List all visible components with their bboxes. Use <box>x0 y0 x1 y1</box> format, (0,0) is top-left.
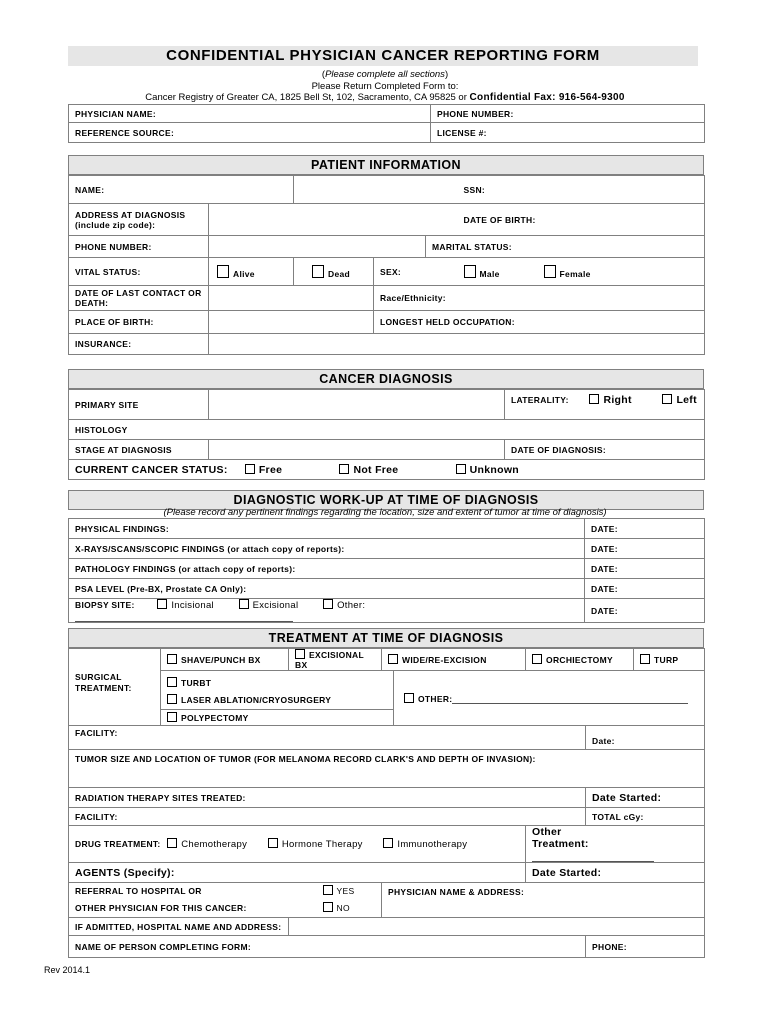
biopsy-other-option[interactable]: Other: <box>75 600 365 622</box>
surgery-other-option[interactable]: OTHER: <box>394 671 705 726</box>
license-field[interactable]: LICENSE #: <box>431 123 705 143</box>
total-cgy-field[interactable]: TOTAL cGy: <box>586 808 705 826</box>
wide-excision-option[interactable]: WIDE/RE-EXCISION <box>382 649 526 671</box>
patient-info-heading: PATIENT INFORMATION <box>68 155 704 175</box>
person-completing-field[interactable]: NAME OF PERSON COMPLETING FORM: <box>69 936 586 958</box>
chemotherapy-checkbox[interactable] <box>167 838 177 848</box>
date-field[interactable]: DATE: <box>585 539 705 559</box>
surgery-facility-field[interactable]: FACILITY: <box>69 726 586 750</box>
surgery-other-blank[interactable] <box>452 703 688 704</box>
treatment-table <box>68 648 705 958</box>
hormone-therapy-option[interactable]: Hormone Therapy <box>268 839 363 850</box>
vital-status-label: VITAL STATUS: <box>69 258 209 286</box>
dead-option[interactable]: Dead <box>294 258 374 286</box>
other-checkbox[interactable] <box>323 599 333 609</box>
laterality-field: LATERALITY: Right Left <box>505 390 705 420</box>
date-field[interactable]: DATE: <box>585 579 705 599</box>
surgery-options-group <box>161 671 394 710</box>
female-option[interactable]: Female <box>538 258 705 286</box>
physician-phone-field[interactable]: PHONE NUMBER: <box>431 105 705 123</box>
excisional-option[interactable]: Excisional <box>239 600 299 611</box>
workup-note: (Please record any pertinent findings regarding the location, size and extent of tumor at time of diagnosis) <box>163 507 607 518</box>
date-field[interactable]: DATE: <box>585 519 705 539</box>
chemotherapy-option[interactable]: Chemotherapy <box>167 839 247 850</box>
yes-checkbox[interactable] <box>323 885 333 895</box>
radiation-date-started-field[interactable]: Date Started: <box>586 788 705 808</box>
cancer-status-row: CURRENT CANCER STATUS: Free Not Free Unknown <box>69 460 705 480</box>
male-checkbox[interactable] <box>464 265 476 278</box>
referral-yes-no <box>289 883 382 918</box>
status-free-option[interactable]: Free <box>245 464 282 476</box>
female-checkbox[interactable] <box>544 265 556 278</box>
right-checkbox[interactable] <box>589 394 599 404</box>
excisional-bx-option[interactable]: EXCISIONAL BX <box>289 649 382 671</box>
referral-no-option[interactable]: NO <box>323 903 350 913</box>
immunotherapy-option[interactable]: Immunotherapy <box>383 839 467 850</box>
last-contact-field[interactable]: DATE OF LAST CONTACT OR DEATH: <box>69 286 209 311</box>
dead-checkbox[interactable] <box>312 265 324 278</box>
biopsy-site-row: BIOPSY SITE: Incisional Excisional Other: <box>69 599 585 623</box>
completer-phone-field[interactable]: PHONE: <box>586 936 705 958</box>
shave-checkbox[interactable] <box>167 654 177 664</box>
marital-status-field[interactable]: MARITAL STATUS: <box>426 236 705 258</box>
date-field[interactable]: DATE: <box>585 599 705 623</box>
male-option[interactable]: Male <box>458 258 538 286</box>
laser-checkbox[interactable] <box>167 694 177 704</box>
stage-field[interactable]: STAGE AT DIAGNOSIS <box>69 440 209 460</box>
occupation-field[interactable]: LONGEST HELD OCCUPATION: <box>374 311 705 334</box>
date-field[interactable]: DATE: <box>585 559 705 579</box>
alive-option[interactable]: Alive <box>209 258 294 286</box>
orchiectomy-option[interactable]: ORCHIECTOMY <box>526 649 634 671</box>
excisional-checkbox[interactable] <box>239 599 249 609</box>
excisional-bx-checkbox[interactable] <box>295 649 305 659</box>
physician-name-address-field[interactable]: PHYSICIAN NAME & ADDRESS: <box>382 883 705 918</box>
patient-name-field[interactable]: NAME: <box>69 176 294 204</box>
incisional-checkbox[interactable] <box>157 599 167 609</box>
turbt-option[interactable]: TURBT <box>167 678 211 688</box>
unknown-checkbox[interactable] <box>456 464 466 474</box>
other-blank[interactable] <box>75 621 293 622</box>
race-field[interactable]: Race/Ethnicity: <box>374 286 705 311</box>
orchiectomy-checkbox[interactable] <box>532 654 542 664</box>
cancer-diagnosis-heading: CANCER DIAGNOSIS <box>68 369 704 389</box>
surgery-date-field[interactable]: Date: <box>586 726 705 750</box>
pathology-findings-field[interactable]: PATHOLOGY FINDINGS (or attach copy of reports): <box>69 559 585 579</box>
psa-level-field[interactable]: PSA LEVEL (Pre-BX, Prostate CA Only): <box>69 579 585 599</box>
hormone-checkbox[interactable] <box>268 838 278 848</box>
primary-site-field[interactable]: PRIMARY SITE <box>69 390 209 420</box>
status-unknown-option[interactable]: Unknown <box>456 464 519 476</box>
physician-name-field[interactable]: PHYSICIAN NAME: <box>69 105 431 123</box>
reference-source-field[interactable]: REFERENCE SOURCE: <box>69 123 431 143</box>
drug-date-started-field[interactable]: Date Started: <box>526 863 705 883</box>
other-treatment-field[interactable]: Other Treatment: <box>526 826 705 863</box>
agents-field[interactable]: AGENTS (Specify): <box>69 863 526 883</box>
tumor-size-field[interactable]: TUMOR SIZE AND LOCATION OF TUMOR (FOR MELANOMA RECORD CLARK'S AND DEPTH OF INVASION): <box>69 750 705 788</box>
incisional-option[interactable]: Incisional <box>157 600 214 611</box>
left-checkbox[interactable] <box>662 394 672 404</box>
cancer-table <box>68 389 705 480</box>
date-of-diagnosis-field[interactable]: DATE OF DIAGNOSIS: <box>505 440 705 460</box>
turbt-checkbox[interactable] <box>167 677 177 687</box>
right-option[interactable]: Right <box>589 394 631 406</box>
free-checkbox[interactable] <box>245 464 255 474</box>
fax-number: Confidential Fax: 916-564-9300 <box>469 92 625 103</box>
drug-treatment-row: DRUG TREATMENT: Chemotherapy Hormone Therapy Immunotherapy <box>69 826 526 863</box>
polypectomy-option[interactable]: POLYPECTOMY <box>161 710 394 726</box>
ssn-field[interactable]: SSN: <box>458 176 705 204</box>
immunotherapy-checkbox[interactable] <box>383 838 393 848</box>
workup-heading: DIAGNOSTIC WORK-UP AT TIME OF DIAGNOSIS <box>68 490 704 510</box>
patient-table <box>68 175 705 355</box>
address-field[interactable]: ADDRESS AT DIAGNOSIS (include zip code): <box>69 204 209 236</box>
radiation-sites-field[interactable]: RADIATION THERAPY SITES TREATED: <box>69 788 586 808</box>
alive-checkbox[interactable] <box>217 265 229 278</box>
shave-punch-option[interactable]: SHAVE/PUNCH BX <box>161 649 289 671</box>
physical-findings-field[interactable]: PHYSICAL FINDINGS: <box>69 519 585 539</box>
not-free-checkbox[interactable] <box>339 464 349 474</box>
return-address: Cancer Registry of Greater CA, 1825 Bell St, 102, Sacramento, CA 95825 or Confidential Fax: 916-564-9300 <box>145 92 625 103</box>
sex-label: SEX: <box>374 258 458 286</box>
complete-note: (Please complete all sections) <box>321 69 449 80</box>
revision-label: Rev 2014.1 <box>44 965 91 975</box>
wide-checkbox[interactable] <box>388 654 398 664</box>
surgery-other-checkbox[interactable] <box>404 693 414 703</box>
insurance-field[interactable]: INSURANCE: <box>69 334 209 355</box>
workup-table <box>68 518 705 623</box>
no-checkbox[interactable] <box>323 902 333 912</box>
referral-field: REFERRAL TO HOSPITAL OR OTHER PHYSICIAN FOR THIS CANCER: <box>69 883 289 918</box>
xrays-findings-field[interactable]: X-RAYS/SCANS/SCOPIC FINDINGS (or attach copy of reports): <box>69 539 585 559</box>
treatment-heading: TREATMENT AT TIME OF DIAGNOSIS <box>68 628 704 648</box>
radiation-facility-field[interactable]: FACILITY: <box>69 808 586 826</box>
left-option[interactable]: Left <box>662 394 696 406</box>
histology-field[interactable]: HISTOLOGY <box>69 420 705 440</box>
physician-table <box>68 104 705 143</box>
surgical-treatment-text: SURGICAL TREATMENT: <box>75 672 132 693</box>
status-not-free-option[interactable]: Not Free <box>339 464 398 476</box>
patient-phone-field[interactable]: PHONE NUMBER: <box>69 236 209 258</box>
turp-checkbox[interactable] <box>640 654 650 664</box>
polypectomy-checkbox[interactable] <box>167 712 177 722</box>
return-line: Please Return Completed Form to: <box>311 81 459 92</box>
laser-option[interactable]: LASER ABLATION/CRYOSURGERY <box>167 695 331 705</box>
turp-option[interactable]: TURP <box>634 649 705 671</box>
hospital-admitted-field[interactable]: IF ADMITTED, HOSPITAL NAME AND ADDRESS: <box>69 918 289 936</box>
dob-field[interactable]: DATE OF BIRTH: <box>458 204 705 236</box>
form-title: CONFIDENTIAL PHYSICIAN CANCER REPORTING FORM <box>68 46 698 66</box>
other-treatment-blank[interactable] <box>532 861 654 862</box>
referral-yes-option[interactable]: YES <box>323 886 355 896</box>
birthplace-field[interactable]: PLACE OF BIRTH: <box>69 311 209 334</box>
